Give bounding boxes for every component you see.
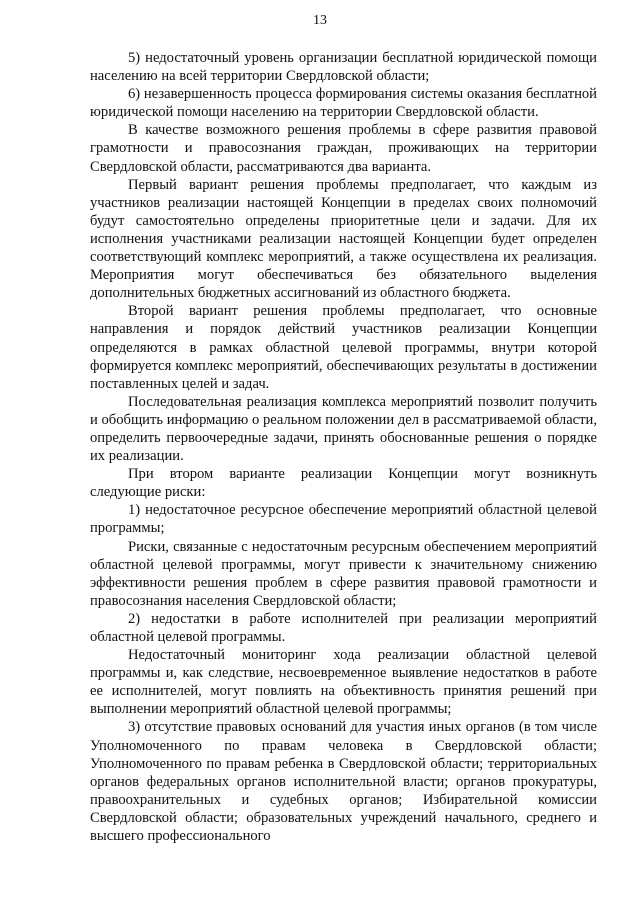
paragraph-solution-intro: В качестве возможного решения проблемы в сфере развития правовой грамотности и правосознания граждан, проживающих на территории Свердловской области, рассматриваются два варианта. xyxy=(90,122,597,175)
paragraph-second-variant: Второй вариант решения проблемы предполагает, что основные направления и порядок действий участников реализации Концепции определяются в рамках областной целевой программы, внутри которой формируется комплекс мероприятий, обеспечивающих результаты в достижении поставленных целей и задач. xyxy=(90,303,597,392)
paragraph-sequential-implementation: Последовательная реализация комплекса мероприятий позволит получить и обобщить информацию о реальном положении дел в рассматриваемой области, определить первоочередные задачи, принять обоснованные решения о порядке их реализации. xyxy=(90,393,597,465)
paragraph-risk-item-1-explanation: Риски, связанные с недостаточным ресурсным обеспечением мероприятий областной целевой программы, могут привести к значительному снижению эффективности решения проблем в сфере развития правовой грамотности и правосознания населения Свердловской области; xyxy=(90,538,597,609)
paragraph-risk-item-3: 3) отсутствие правовых оснований для участия иных органов (в том числе Уполномоченного по правам человека в Свердловской области; Уполномоченного по правам ребенка в Свердловской области; территориальных органов федеральных органов исполнительной власти; органов прокуратуры, правоохранительных и судебных органов; Избирательной комиссии Свердловской области; образовательных учреждений начального, среднего и высшего профессионального xyxy=(90,719,597,845)
paragraph-risks-intro: При втором варианте реализации Концепции могут возникнуть следующие риски: xyxy=(90,466,597,501)
page-number: 13 xyxy=(313,13,327,28)
paragraph-risk-item-2-explanation: Недостаточный мониторинг хода реализации областной целевой программы и, как следствие, несвоевременное выявление недостатков в работе ее исполнителей, могут повлиять на объективность принятия решений при выполнении мероприятий областной целевой программы; xyxy=(90,647,597,718)
paragraph-risk-item-1: 1) недостаточное ресурсное обеспечение мероприятий областной целевой программы; xyxy=(90,502,597,537)
paragraph-first-variant: Первый вариант решения проблемы предполагает, что каждым из участников реализации настоящей Концепции в пределах своих полномочий будут самостоятельно определены приоритетные цели и задачи. Для их исполнения участниками реализации настоящей Концепции будет определен соответствующий комплекс мероприятий, а также осуществлена их реализация. Мероприятия могут обеспечиваться без обязательного выделения дополнительных бюджетных ассигнований из областного бюджета. xyxy=(90,176,597,302)
document-body xyxy=(90,49,597,845)
paragraph-risk-5: 5) недостаточный уровень организации бесплатной юридической помощи населению на всей территории Свердловской области; xyxy=(90,50,597,85)
paragraph-risk-6: 6) незавершенность процесса формирования системы оказания бесплатной юридической помощи населению на территории Свердловской области. xyxy=(90,86,597,121)
paragraph-risk-item-2: 2) недостатки в работе исполнителей при реализации мероприятий областной целевой программы. xyxy=(90,610,597,645)
